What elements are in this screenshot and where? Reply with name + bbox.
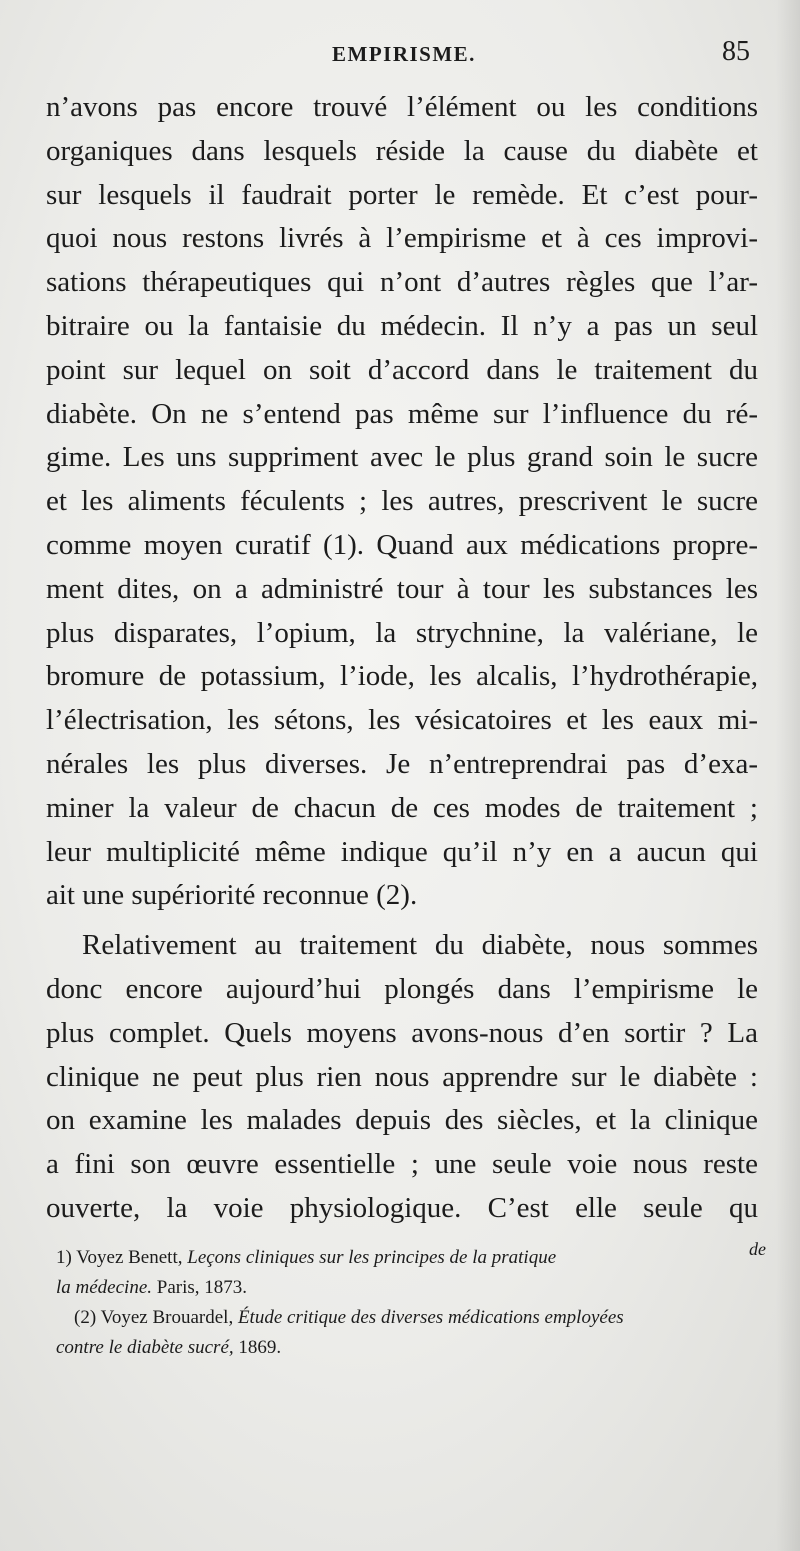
text-line: bromure de potassium, l’iode, les alcalis, l’hydrothérapie, [46, 660, 758, 693]
footnote-2 [56, 1303, 766, 1333]
footnotes [56, 1239, 766, 1363]
footnote-1-continued [56, 1273, 766, 1303]
page-header [46, 36, 758, 76]
footnote-2-marker: (2) [74, 1307, 97, 1328]
text-line: sur lesquels il faudrait porter le remède. Et c’est pour- [46, 178, 758, 211]
text-line: point sur lequel on soit d’accord dans le traitement du [46, 353, 758, 386]
footnote-1-title-cont: la médecine. [56, 1277, 153, 1298]
text-line: ouverte, la voie physiologique. C’est elle seule qu [46, 1191, 758, 1224]
text-line: nérales les plus diverses. Je n’entreprendrai pas d’exa- [46, 747, 758, 780]
footnote-2-title: Étude critique des diverses médications employées [237, 1307, 624, 1328]
footnote-1 [56, 1243, 766, 1273]
text-line: ment dites, on a administré tour à tour les substances les [46, 572, 758, 605]
footnote-2-year: 1869. [238, 1337, 282, 1358]
footnote-2-author: Voyez Brouardel, [100, 1307, 234, 1328]
text-line: plus disparates, l’opium, la strychnine, la valériane, le [46, 616, 758, 649]
text-line: organiques dans lesquels réside la cause du diabète et [46, 134, 758, 167]
footnote-1-author: Voyez Benett, [76, 1247, 183, 1268]
text-line: et les aliments féculents ; les autres, prescrivent le sucre [46, 485, 758, 518]
text-line: ait une supériorité reconnue (2). [46, 879, 418, 912]
running-head: EMPIRISME. [332, 42, 476, 66]
footnote-1-place: Paris, 1873. [156, 1277, 248, 1298]
footnote-1-title: Leçons cliniques sur les principes de la pratique [187, 1247, 557, 1268]
text-line: Relativement au traitement du diabète, nous sommes [82, 929, 758, 962]
text-line: clinique ne peut plus rien nous apprendre sur le diabète : [46, 1060, 758, 1093]
footnote-2-continued [56, 1333, 766, 1363]
text-line: bitraire ou la fantaisie du médecin. Il n’y a pas un seul [46, 309, 758, 342]
text-line: quoi nous restons livrés à l’empirisme et à ces improvi- [46, 222, 758, 255]
body-text [46, 86, 758, 1231]
text-line: plus complet. Quels moyens avons-nous d’en sortir ? La [46, 1016, 758, 1049]
text-line: l’électrisation, les sétons, les vésicatoires et les eaux mi- [46, 704, 758, 737]
text-line: n’avons pas encore trouvé l’élément ou les conditions [46, 91, 758, 123]
text-line: miner la valeur de chacun de ces modes de traitement ; [46, 791, 758, 824]
footnote-1-de: de [749, 1239, 766, 1259]
text-line: comme moyen curatif (1). Quand aux médications propre- [46, 528, 758, 561]
text-line: leur multiplicité même indique qu’il n’y en a aucun qui [46, 835, 758, 868]
footnote-2-title-cont: contre le diabète sucré, [56, 1337, 234, 1358]
text-line: sations thérapeutiques qui n’ont d’autres règles que l’ar- [46, 266, 758, 299]
page-number: 85 [722, 36, 750, 67]
text-line: gime. Les uns suppriment avec le plus grand soin le sucre [46, 441, 758, 474]
text-line: on examine les malades depuis des siècles, et la clinique [46, 1104, 758, 1137]
text-line: diabète. On ne s’entend pas même sur l’influence du ré- [46, 397, 758, 430]
footnote-1-marker: 1) [56, 1247, 72, 1268]
text-line: donc encore aujourd’hui plongés dans l’empirisme le [46, 972, 758, 1005]
text-line: a fini son œuvre essentielle ; une seule voie nous reste [46, 1148, 758, 1181]
page-edge-shadow [776, 0, 800, 1551]
